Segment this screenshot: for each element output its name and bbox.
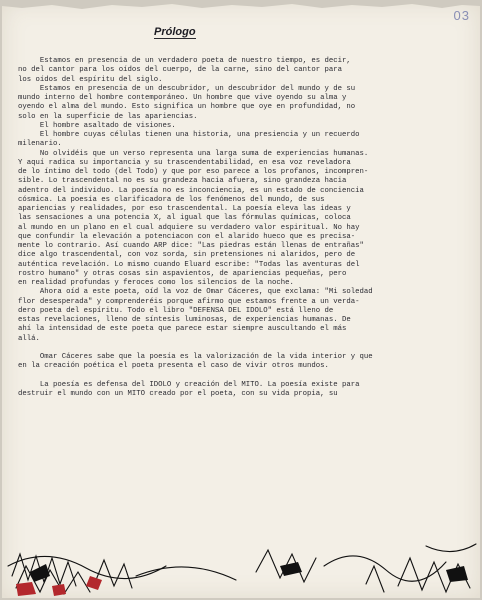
- page-number: 03: [453, 8, 470, 23]
- text-line: apariencias y realidades, por eso trascendental. La poesía eleva las ideas y: [18, 205, 351, 213]
- ink-scribble-drawing: [6, 536, 480, 598]
- text-line: no del cantor para los oídos del cuerpo, de la carne, sino del cantor para: [18, 66, 343, 75]
- text-line: cósmica. La poesía es clarificadora de los fenómenos del mundo, de sus: [18, 195, 325, 204]
- text-line: [18, 372, 468, 381]
- text-line: adentro del individuo. La poesía no es inconciencia, es un estado de conciencia: [18, 186, 364, 195]
- text-line: No olvidéis que un verso representa una larga suma de experiencias humanas.: [18, 149, 369, 158]
- text-line: auténtica revelación. Lo mismo cuando Eluard escribe: "Todas las aventuras del: [18, 260, 360, 269]
- document-title: Prólogo: [154, 26, 196, 38]
- text-line: solo en la superficie de las apariencias.: [18, 112, 198, 121]
- text-line: flor desesperada" y comprenderéis porque afirmo que estamos frente a un verda-: [18, 297, 360, 306]
- document-page: [2, 2, 480, 598]
- text-line: milenario.: [18, 140, 62, 149]
- text-line: El hombre cuyas células tienen una historia, una presiencia y un recuerdo: [18, 131, 360, 139]
- text-line: destruir el mundo con un MITO creado por el poeta, con su vida propia, su: [18, 390, 338, 398]
- text-line: que confundir la elevación a potenciacon con el alarido hueco que es precisa-: [18, 232, 356, 241]
- text-line: mundo interno del hombre contemporáneo. Un hombre que vive oyendo su alma y: [18, 94, 347, 102]
- text-line: al mundo en un plano en el cual adquiere su verdadero valor espiritual. No hay: [18, 223, 360, 232]
- text-line: oyendo el alma del mundo. Esto significa un hombre que oye en profundidad, no: [18, 103, 356, 112]
- ragged-top-edge: [2, 2, 480, 18]
- text-line: estas revelaciones, lleno de síntesis luminosas, de experiencias humanas. De: [18, 316, 351, 324]
- text-line: allá.: [18, 334, 40, 343]
- text-line: ahí la intensidad de este poeta que parece estar siempre auscultando el más: [18, 325, 347, 334]
- text-line: [18, 344, 468, 353]
- text-line: Estamos en presencia de un verdadero poeta de nuestro tiempo, es decir,: [18, 57, 351, 65]
- text-line: sible. Lo trascendental no es su grandeza hacia afuera, sino grandeza hacia: [18, 177, 347, 186]
- text-line: mente lo contrario. Así cuando ARP dice: "Las piedras están llenas de entrañas": [18, 242, 364, 250]
- text-line: Omar Cáceres sabe que la poesía es la valorización de la vida interior y que: [18, 353, 373, 361]
- text-line: rostro humano" y otras cosas sin aspavientos, de apariencias pequeñas, pero: [18, 269, 347, 278]
- text-line: los oídos del espíritu del siglo.: [18, 75, 163, 84]
- text-line: Estamos en presencia de un descubridor, un descubridor del mundo y de su: [18, 84, 356, 93]
- text-line: en realidad profundas y feroces como los silencios de la noche.: [18, 279, 294, 287]
- text-line: las sensaciones a una potencia X, al igual que las fórmulas químicas, coloca: [18, 214, 351, 223]
- document-body: [18, 57, 468, 399]
- text-line: Ahora oíd a este poeta, oíd la voz de Omar Cáceres, que exclama: "Mi soledad: [18, 288, 373, 297]
- text-line: dice algo trascendental, con voz sorda, sin pretensiones ni alaridos, pero de: [18, 251, 356, 260]
- text-line: La poesía es defensa del IDOLO y creación del MITO. La poesía existe para: [18, 380, 360, 389]
- text-line: Y aquí radica su importancia y su trascendentabilidad, en esa voz reveladora: [18, 158, 351, 167]
- text-line: en la creación poética el poeta presenta el caso de vivir otros mundos.: [18, 362, 329, 371]
- text-line: dero poeta del espíritu. Todo el libro "DEFENSA DEL IDOLO" está lleno de: [18, 306, 334, 315]
- text-line: de lo íntimo del todo (del Todo) y que por eso parece a los profanos, incompren-: [18, 168, 369, 176]
- text-line: El hombre asaltado de visiones.: [18, 121, 176, 130]
